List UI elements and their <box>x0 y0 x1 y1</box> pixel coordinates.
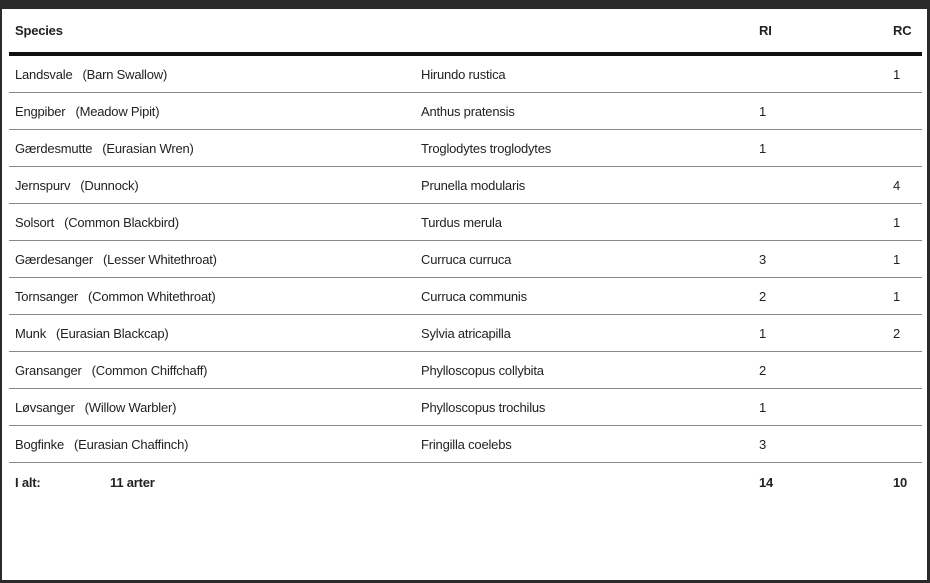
common-name-cell <box>9 167 415 204</box>
totals-label-cell <box>9 463 415 503</box>
table-footer <box>9 463 922 503</box>
danish-name: Gransanger <box>15 362 82 378</box>
rc-column-header: RC <box>869 9 922 54</box>
common-name-cell <box>9 389 415 426</box>
table-row <box>9 93 922 130</box>
ri-value: 1 <box>741 130 869 167</box>
danish-name: Løvsanger <box>15 399 75 415</box>
scientific-name-column-header <box>415 9 741 54</box>
table-row <box>9 204 922 241</box>
scientific-name: Turdus merula <box>415 204 741 241</box>
scientific-name: Prunella modularis <box>415 167 741 204</box>
english-name: (Barn Swallow) <box>82 66 168 82</box>
common-name-cell <box>9 278 415 315</box>
scientific-name: Fringilla coelebs <box>415 426 741 463</box>
scientific-name: Curruca curruca <box>415 241 741 278</box>
species-column-header: Species <box>9 9 415 54</box>
english-name: (Eurasian Wren) <box>102 140 194 156</box>
scientific-name: Sylvia atricapilla <box>415 315 741 352</box>
ri-value: 2 <box>741 352 869 389</box>
english-name: (Common Chiffchaff) <box>91 362 208 378</box>
scientific-name: Troglodytes troglodytes <box>415 130 741 167</box>
ri-value <box>741 204 869 241</box>
table-row <box>9 278 922 315</box>
danish-name: Landsvale <box>15 66 73 82</box>
ri-value: 1 <box>741 93 869 130</box>
danish-name: Bogfinke <box>15 436 64 452</box>
header-row <box>9 9 922 54</box>
common-name-cell <box>9 93 415 130</box>
english-name: (Meadow Pipit) <box>75 103 160 119</box>
ri-value <box>741 167 869 204</box>
danish-name: Solsort <box>15 214 55 230</box>
common-name-cell <box>9 315 415 352</box>
danish-name: Gærdesmutte <box>15 140 93 156</box>
common-name-cell <box>9 130 415 167</box>
rc-value: 1 <box>869 241 922 278</box>
table-row <box>9 130 922 167</box>
english-name: (Eurasian Chaffinch) <box>74 436 189 452</box>
danish-name: Engpiber <box>15 103 66 119</box>
english-name: (Common Whitethroat) <box>88 288 216 304</box>
ri-total: 14 <box>759 475 774 490</box>
danish-name: Jernspurv <box>15 177 71 193</box>
table-row <box>9 426 922 463</box>
totals-label: I alt: <box>15 475 41 490</box>
species-table <box>9 9 922 502</box>
scientific-name: Hirundo rustica <box>415 54 741 93</box>
table-row <box>9 241 922 278</box>
rc-value <box>869 389 922 426</box>
common-name-cell <box>9 426 415 463</box>
common-name-cell <box>9 241 415 278</box>
table-row <box>9 352 922 389</box>
totals-row <box>9 463 922 503</box>
rc-value <box>869 130 922 167</box>
common-name-cell <box>9 204 415 241</box>
danish-name: Gærdesanger <box>15 251 94 267</box>
document-page <box>0 9 927 580</box>
table-row <box>9 54 922 93</box>
rc-total: 10 <box>893 475 908 490</box>
ri-value: 1 <box>741 315 869 352</box>
scientific-name: Curruca communis <box>415 278 741 315</box>
rc-value <box>869 352 922 389</box>
rc-value <box>869 93 922 130</box>
table-body <box>9 54 922 463</box>
totals-empty-cell <box>415 463 741 503</box>
ri-value: 3 <box>741 241 869 278</box>
ri-value: 2 <box>741 278 869 315</box>
ri-value: 1 <box>741 389 869 426</box>
table-row <box>9 315 922 352</box>
scientific-name: Phylloscopus trochilus <box>415 389 741 426</box>
english-name: (Lesser Whitethroat) <box>103 251 217 267</box>
table-row <box>9 389 922 426</box>
ri-column-header: RI <box>741 9 869 54</box>
species-count: 11 arter <box>110 475 155 490</box>
rc-value: 2 <box>869 315 922 352</box>
rc-value: 1 <box>869 204 922 241</box>
common-name-cell <box>9 352 415 389</box>
ri-value <box>741 54 869 93</box>
scientific-name: Phylloscopus collybita <box>415 352 741 389</box>
rc-value <box>869 426 922 463</box>
common-name-cell <box>9 54 415 93</box>
english-name: (Dunnock) <box>80 177 139 193</box>
danish-name: Tornsanger <box>15 288 79 304</box>
table-header <box>9 9 922 54</box>
scientific-name: Anthus pratensis <box>415 93 741 130</box>
rc-value: 4 <box>869 167 922 204</box>
english-name: (Eurasian Blackcap) <box>56 325 169 341</box>
english-name: (Common Blackbird) <box>64 214 179 230</box>
rc-value: 1 <box>869 54 922 93</box>
english-name: (Willow Warbler) <box>84 399 177 415</box>
danish-name: Munk <box>15 325 46 341</box>
rc-value: 1 <box>869 278 922 315</box>
table-row <box>9 167 922 204</box>
ri-value: 3 <box>741 426 869 463</box>
